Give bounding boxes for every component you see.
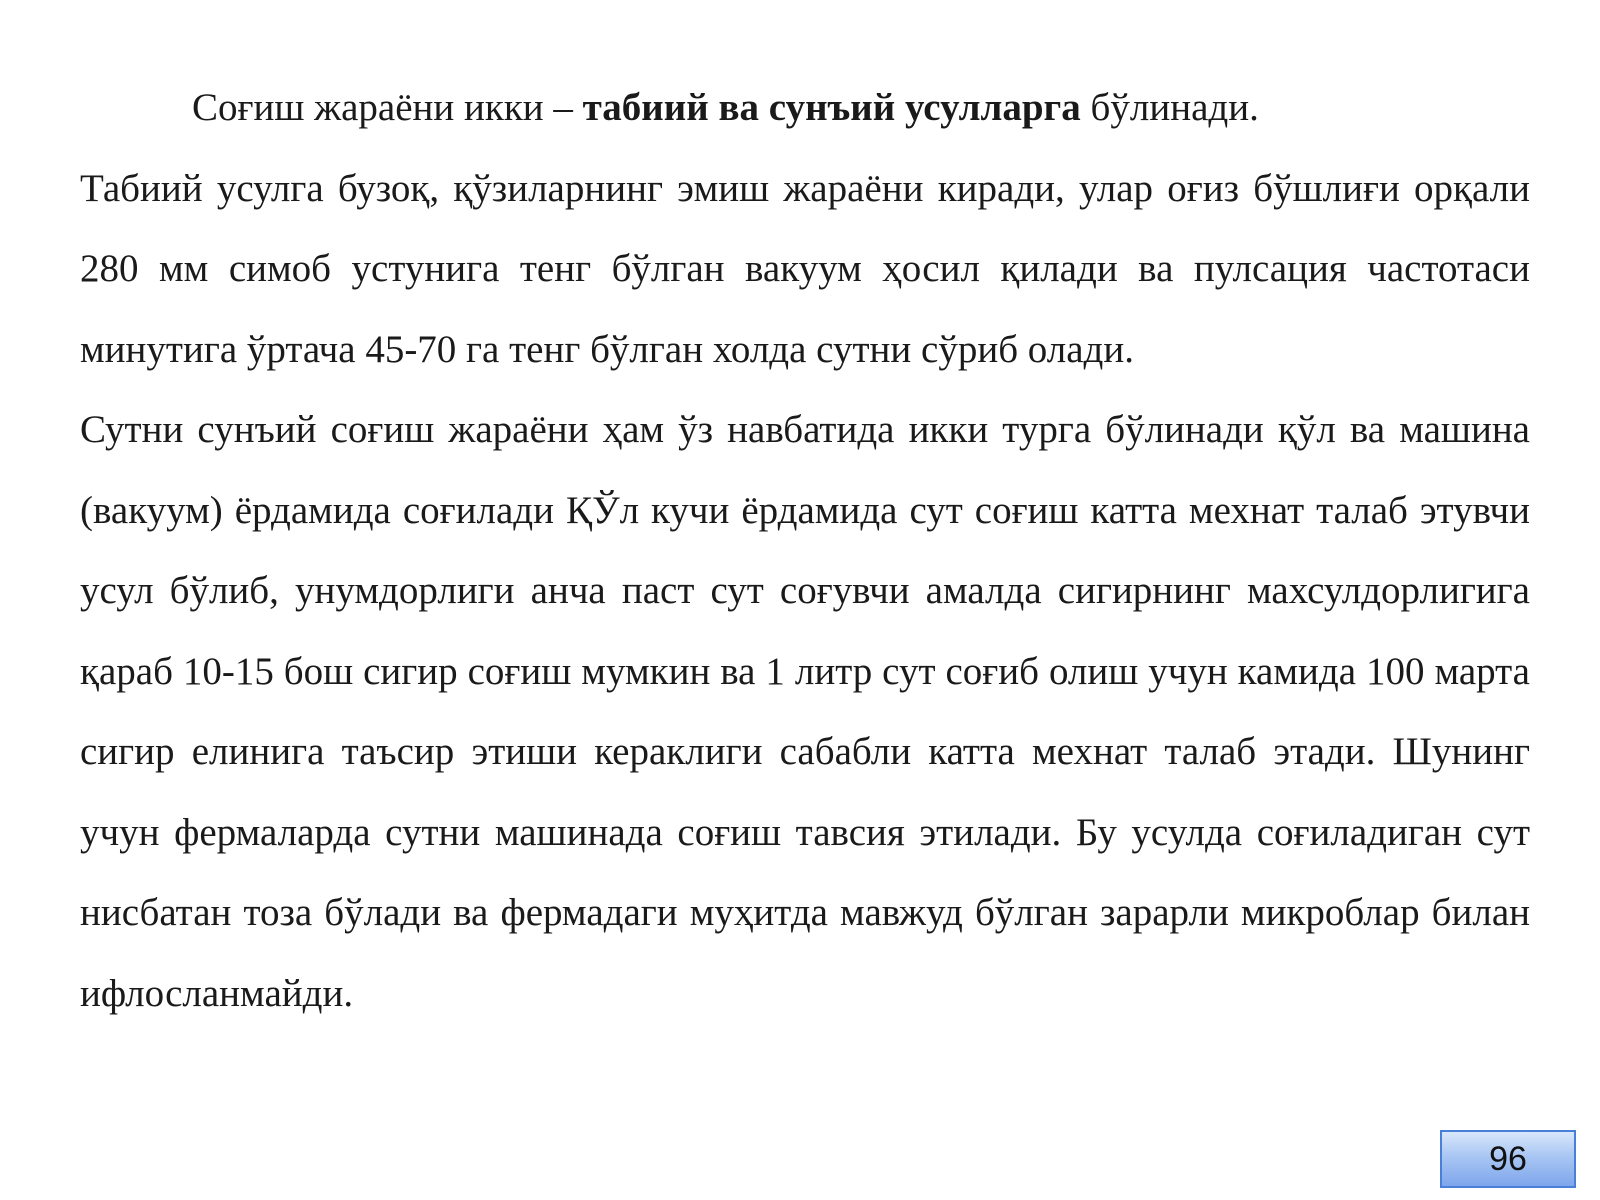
- document-body: [80, 68, 1530, 1034]
- paragraph-intro-bold: табиий ва сунъий усулларга: [582, 86, 1081, 129]
- paragraph-intro-start: Соғиш жараёни икки –: [192, 86, 583, 129]
- page-number-badge: 96: [1440, 1130, 1576, 1188]
- paragraph-natural-method: Табиий усулга бузоқ, қўзиларнинг эмиш жараёни киради, улар оғиз бўшлиғи орқали 280 мм симоб устунига тенг бўлган вакуум ҳосил қилади ва пулсация частотаси минутига ўртача 45-70 га тенг бўлган холда сутни сўриб олади.: [80, 166, 1530, 371]
- paragraph-intro-end: бўлинади.: [1080, 86, 1259, 129]
- paragraph-artificial-method: Сутни сунъий соғиш жараёни ҳам ўз навбатида икки турга бўлинади қўл ва машина (вакуум) ёрдамида соғилади ҚЎл кучи ёрдамида сут соғиш катта мехнат талаб этувчи усул бўлиб, унумдорлиги анча паст сут соғувчи амалда сигирнинг махсулдорлигига қараб 10-15 бош сигир соғиш мумкин ва 1 литр сут соғиб олиш учун камида 100 марта сигир елинига таъсир этиши кераклиги сабабли катта мехнат талаб этади. Шунинг учун фермаларда сутни машинада соғиш тавсия этилади. Бу усулда соғиладиган сут нисбатан тоза бўлади ва фермадаги муҳитда мавжуд бўлган зарарли микроблар билан ифлосланмайди.: [80, 408, 1530, 1015]
- paragraph-intro: [80, 68, 1530, 149]
